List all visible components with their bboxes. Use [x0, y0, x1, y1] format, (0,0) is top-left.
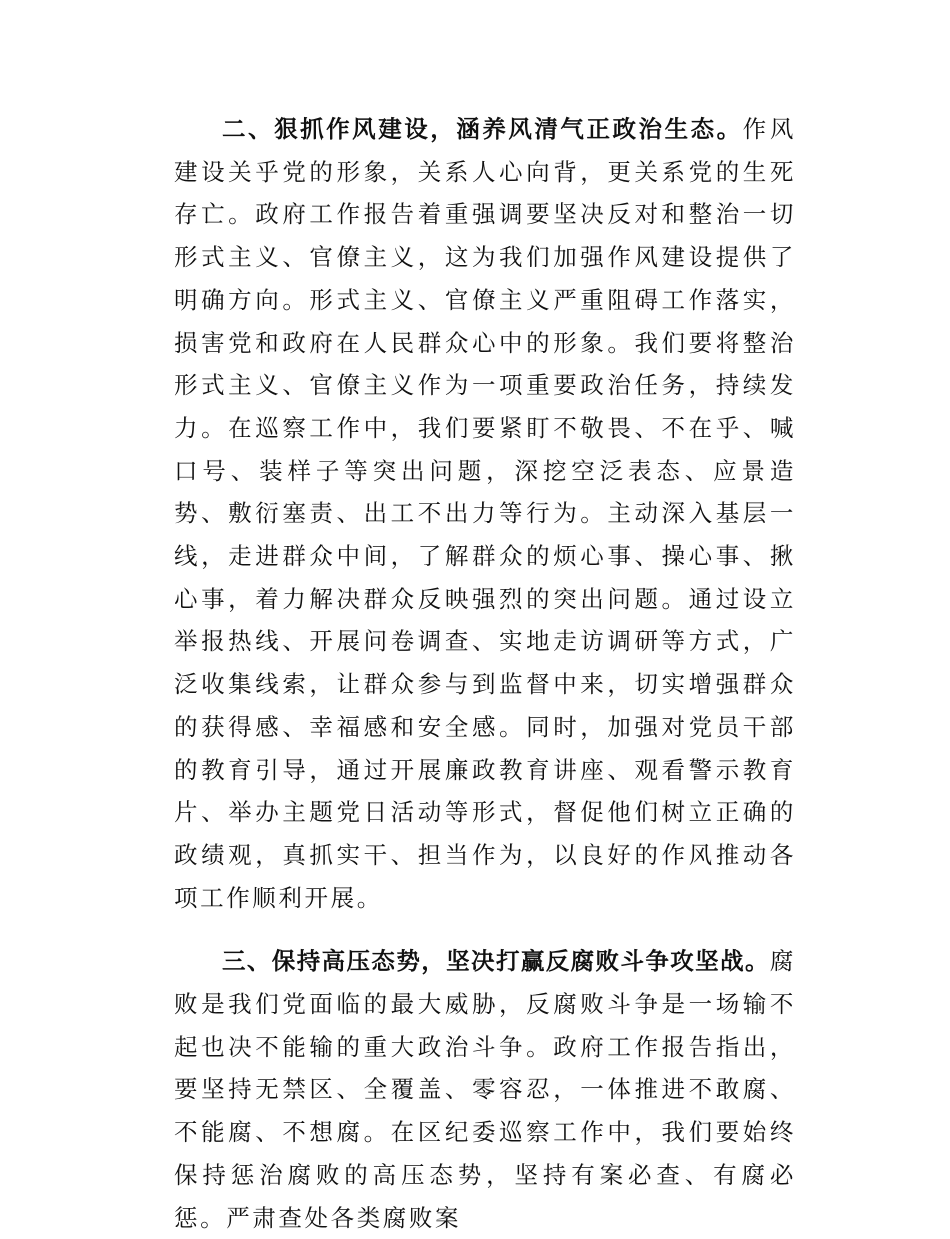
paragraph-anti-corruption [174, 940, 796, 1239]
paragraph-heading: 二、狠抓作风建设，涵养风清气正政治生态。 [222, 115, 743, 143]
paragraph-text: 腐败是我们党面临的最大威胁，反腐败斗争是一场输不起也决不能输的重大政治斗争。政府工作报告指出，要坚持无禁区、全覆盖、零容忍，一体推进不敢腐、不能腐、不想腐。在区纪委巡察工作中，我们要始终保持惩治腐败的高压态势，坚持有案必查、有腐必惩。严肃查处各类腐败案 [174, 947, 796, 1232]
paragraph-text: 作风建设关乎党的形象，关系人心向背，更关系党的生死存亡。政府工作报告着重强调要坚决反对和整治一切形式主义、官僚主义，这为我们加强作风建设提供了明确方向。形式主义、官僚主义严重阻碍工作落实，损害党和政府在人民群众心中的形象。我们要将整治形式主义、官僚主义作为一项重要政治任务，持续发力。在巡察工作中，我们要紧盯不敬畏、不在乎、喊口号、装样子等突出问题，深挖空泛表态、应景造势、敷衍塞责、出工不出力等行为。主动深入基层一线，走进群众中间，了解群众的烦心事、操心事、揪心事，着力解决群众反映强烈的突出问题。通过设立举报热线、开展问卷调查、实地走访调研等方式，广泛收集线索，让群众参与到监督中来，切实增强群众的获得感、幸福感和安全感。同时，加强对党员干部的教育引导，通过开展廉政教育讲座、观看警示教育片、举办主题党日活动等形式，督促他们树立正确的政绩观，真抓实干、担当作为，以良好的作风推动各项工作顺利开展。 [174, 115, 797, 912]
document-body [174, 108, 796, 1239]
paragraph-work-style [174, 108, 796, 919]
paragraph-heading: 三、保持高压态势，坚决打赢反腐败斗争攻坚战。 [222, 947, 770, 976]
